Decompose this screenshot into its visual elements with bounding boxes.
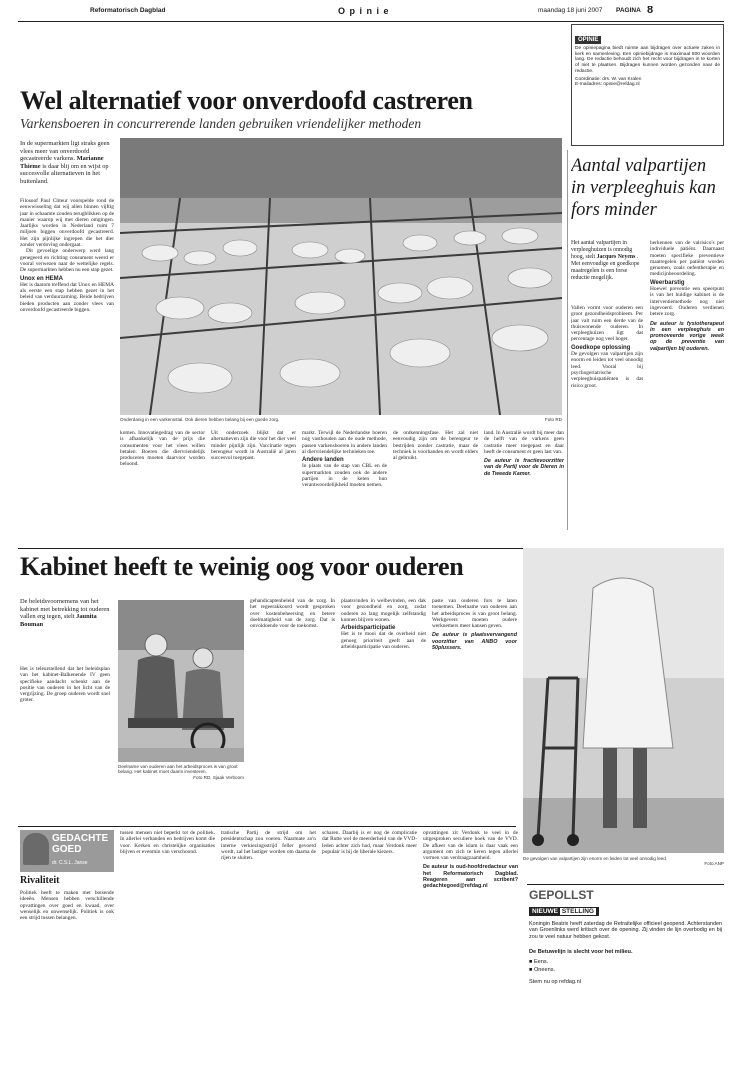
poll-option-no[interactable]: ■ Oneens. — [529, 967, 556, 973]
poll-brand: GEPOLLST — [529, 888, 594, 902]
side-col-2: herkennen van de valrisico's per individuele patiënt. Daarnaast moeten specifieke preventieve maatregelen per patiënt worden genomen, zoals oefentherapie en medicijnbeoordeling. Weerbarstig Hoewel preventie een speerpunt is van het huidige kabinet is de interventiemethode nog niet ingevoerd. Ouderen verdienen betere zorg. De auteur is fysiotherapeut in een verpleeghuis en promoveerde vorige week op de preventie van valpartijen bij ouderen. — [650, 240, 724, 352]
side-col-1: Vallen vormt voor ouderen een groot gezondheidsprobleem. Per jaar valt ruim een derde van de thuiswonende ouderen. In verpleeghuizen ligt dat percentage nog veel hoger. Goedkope oplossing De gevolgen van valpartijen zijn enorm en leiden tot veel onnodig leed. Vooral bij psychogeriatrische verpleeghuispatiënten is dat risico groot. — [571, 305, 643, 389]
elderly-photo-caption: Deelname van ouderen aan het arbeidsproces is van groot belang. Het kabinet moet daarin investeren. Foto RD, Sjaak Verboom — [118, 764, 244, 780]
section-name: O p i n i e — [338, 6, 390, 16]
second-col-1: Het is teleurstellend dat het beleidsplan van het kabinet-Balkenende IV geen specifieke aandacht schenkt aan de positie van ouderen in het licht van de vergrijzing. De groep ouderen wordt snel groter. — [20, 666, 110, 704]
pigs-stable-image — [120, 138, 562, 415]
column-col-5: opvattingen zit Verdonk te veel in de uitgesproken seculiere hoek van de VVD. De afkeer van de islam is daar vaak een argument om zich te keren tegen allerlei vormen van verdraagzaamheid. De auteur is oud-hoofdredacteur van het Reformatorisch Dagblad. Reageren aan scribent? gedachtegoed@refdag.nl — [423, 830, 518, 890]
side-divider — [567, 150, 568, 530]
publication-name: Reformatorisch Dagblad — [90, 7, 166, 14]
lead-col-6: land. In Australië wordt bij meer dan de helft van de varkens geen castratie meer toegepast en daar heeft de consument er geen last van. De auteur is fractievoorzitter van de Partij voor de Dieren in de Tweede Kamer. — [484, 430, 564, 477]
walker-photo-caption: De gevolgen van valpartijen zijn enorm en leiden tot veel onnodig leed. Foto ANP — [523, 856, 724, 867]
walker-photo — [523, 548, 724, 853]
column-banner — [20, 830, 114, 872]
header-rule — [18, 21, 724, 22]
lead-author: Marianne Thieme — [20, 155, 104, 170]
second-author: Jaunita Bouman — [20, 613, 97, 628]
side-author-note: De auteur is fysiotherapeut in een verpleeghuis en promoveerde vorige week op de preventie van valpartijen bij ouderen. — [650, 320, 724, 352]
second-headline: Kabinet heeft te weinig oog voor ouderen — [20, 552, 464, 581]
pigs-photo-caption: Onderdanig in een varkensstal. Ook dieren hebben belang bij een goede zorg. Foto RD — [120, 417, 562, 422]
second-col-2: gehandicaptenbeleid van de zorg. In het regeerakkoord wordt gesproken over kostenbeheersing en betere doelmatigheid van de zorg. Dat is onvoldoende voor de toekomst. — [250, 598, 335, 630]
lead-col-1: Filosoof Paul Cliteur voorspelde rond de eeuwwisseling dat wij allen binnen vijftig jaar in schaamte zouden terugblikken op de manier waarop wij met dieren omgingen. Jaarlijks worden in Nederland ruim 7 miljoen biggen onverdoofd gecastreerd. Het zijn pijnlijke ingrepen die het dier zonder verdoving ondergaat. Dit gevoelige onderwerp werd lang genegeerd en richting consument weerd er vooral verwezen naar de wettelijke regels. De supermarkten hebben nu een stap gezet. Unox en HEMA Het is daarom treffend dat Unox en HEMA als eerste een stap hebben gezet in het beleid van verduurzaming. Beide bedrijven bieden producten aan zonder vlees van onverdoofd gecastreerde biggen. — [20, 198, 114, 314]
side-subhead-1: Goedkope oplossing — [571, 344, 631, 351]
side-author: Jacques Neyens — [596, 254, 636, 260]
opinie-box-email: E-mailadres: opinie@refdag.nl — [575, 82, 640, 88]
second-intro: De beleidsvoornemens van het kabinet met betrekking tot ouderen vallen erg tegen, stelt Jaunita Bouman — [20, 598, 110, 628]
side-subhead-2: Weerbarstig — [650, 279, 685, 286]
lead-col-2: komen. Innovatiegedrag van de sector is afhankelijk van de prijs die consumenten voor het vlees willen betalen. Boeren die diervriendelijk produceren moeten daarvoor worden beloond. — [120, 430, 205, 468]
poll-vote-link[interactable]: Stem nu op refdag.nl — [529, 979, 581, 985]
lead-col-3: Uit onderzoek blijkt dat er alternatieven zijn die voor het dier veel minder pijnlijk zijn. Vaccinatie tegen berengeur wordt in Australië al jaren succesvol toegepast. — [211, 430, 296, 462]
pigs-photo-credit: Foto RD — [544, 417, 562, 422]
column-author-note: De auteur is oud-hoofdredacteur van het Reformatorisch Dagblad. Reageren aan scribent? gedachtegoed@refdag.nl — [423, 864, 518, 890]
elderly-photo — [118, 600, 244, 762]
poll-badge: NIEUWE STELLING — [529, 907, 599, 916]
column-author: dr. C.S.L. Janse — [52, 860, 88, 866]
elderly-photo-credit: Foto RD, Sjaak Verboom — [193, 774, 244, 780]
poll-box — [527, 884, 724, 1052]
column-author-photo — [23, 833, 49, 865]
lead-subhead-1: Unox en HEMA — [20, 275, 64, 282]
side-headline: Aantal valpartijen in verpleeghuis kan fors minder — [571, 156, 716, 220]
elderly-workers-image — [118, 600, 244, 762]
poll-question: Koningin Beatrix heeft zaterdag de Retraitelijke officieel geopend. Achterstanden van Groenlinks werd kritisch over de opening. Zij vinden de lijn overbodig en bij zou te veel natuur hebben gekost. — [529, 921, 722, 940]
lead-intro: In de supermarkten ligt straks geen vlees meer van onverdoofd gecastreerde varkens. Marianne Thieme is daar blij om en wijst op succesvolle alternatieven in het buitenland. — [20, 140, 110, 185]
lead-col-4: markt. Terwijl de Nederlandse boeren nog vasthouden aan de oude methode, passen varkensboeren in andere landen al diervriendelijke technieken toe. Andere landen In plaats van de stap van CBL en de supermarkten zouden ook de andere partijen in de keten hun verantwoordelijkheid moeten nemen. — [302, 430, 387, 489]
walker-photo-credit: Foto ANP — [704, 861, 724, 867]
second-subhead-1: Arbeidsparticipatie — [341, 625, 396, 632]
page-label: PAGINA — [616, 7, 641, 14]
column-title: Rivaliteit — [20, 875, 60, 886]
column-col-2: tussen mensen niet beperkt tot de politiek. In allerlei verbanden en bedrijven komt die voor. Kerken en christelijke organisaties blijven er evenmin van verschoond. — [120, 830, 215, 855]
column-banner-title: GEDACHTE GOED — [52, 833, 109, 855]
side-intro: Het aantal valpartijen in verpleeghuizen is onnodig hoog, stelt Jacques Neyens . Met eenvoudige en goedkope maatregelen is een forse reductie mogelijk. — [571, 240, 640, 281]
lead-col-5: de ontkenningsfase. Het zal niet eenvoudig zijn om de berengeur te bestrijden zonder castratie, maar de techniek is voorhanden en wordt elders al gebruikt. — [393, 430, 478, 462]
issue-date: maandag 18 juni 2007 — [538, 7, 603, 14]
walker-image — [523, 548, 724, 853]
bullet-icon: ■ — [529, 967, 533, 973]
opinie-box-coordination: Coördinatie: drs. W. van Kralen — [575, 76, 642, 82]
opinie-box-text: De opiniepagina biedt ruimte aan bijdragen over actuele zaken in kerk en samenleving. Een opiniebijdrage is maximaal 800 woorden lang. De redactie behoudt zich het recht voor bijdragen in te korten of niet te plaatsen. Bijdragen kunnen worden gezonden naar de redactie. — [575, 46, 720, 74]
second-col-4: paste van ouderen fors te laten toenemen. Deelname van ouderen aan het arbeidsproces is van groot belang. Werkgevers moeten oudere werknemers meer kansen geven. De auteur is plaatsvervangend voorzitter van ANBO voor 50plussers. — [432, 598, 517, 652]
column-col-4: scharen. Daarbij is er nog de complicatie dat Rutte wel de meerderheid van de VVD-leden achter zich had, maar Verdonk meer populair is bij de liberale kiezers. — [322, 830, 417, 855]
second-col-3: plaatsvinden in welbevinden, een dak voor gezondheid en zorg, zodat ouderen zo lang mogelijk zelfstandig kunnen blijven wonen. Arbeidsparticipatie Het is te mooi dat de overheid niet genoeg prioriteit geeft aan de arbeidsparticipatie van ouderen. — [341, 598, 426, 651]
second-author-note: De auteur is plaatsvervangend voorzitter van ANBO voor 50plussers. — [432, 632, 517, 652]
bullet-icon: ■ — [529, 959, 533, 965]
poll-statement: De Betuwelijn is slecht voor het milieu. — [529, 949, 633, 955]
lower-rule — [18, 826, 516, 827]
lead-author-note: De auteur is fractievoorzitter van de Partij voor de Dieren in de Tweede Kamer. — [484, 458, 564, 477]
lead-headline: Wel alternatief voor onverdoofd castreren — [20, 86, 473, 115]
opinie-info-box — [571, 24, 724, 146]
column-col-1: Politiek heeft te maken met botsende ideeën. Mensen hebben verschillende opvattingen over goed en kwaad, over wenselijk en onwenselijk. Politiek is ook een strijd tussen belangen. — [20, 890, 114, 922]
lead-subhead-2: Andere landen — [302, 457, 344, 464]
column-col-3: tratische Partij de strijd om het presidentschap zou voeren. Naarmate zo'n interne verkiezingsstrijd feller gevoerd wordt, zal het lastiger worden om daarna de rijen te sluiten. — [221, 830, 316, 862]
poll-option-yes[interactable]: ■ Eens. — [529, 959, 549, 965]
lead-subtitle: Varkensboeren in concurrerende landen gebruiken vriendelijker methoden — [20, 116, 422, 131]
page-number: 8 — [647, 6, 654, 16]
opinie-box-title: OPINIE — [575, 36, 601, 44]
pigs-photo — [120, 138, 562, 415]
page-header — [18, 6, 722, 18]
